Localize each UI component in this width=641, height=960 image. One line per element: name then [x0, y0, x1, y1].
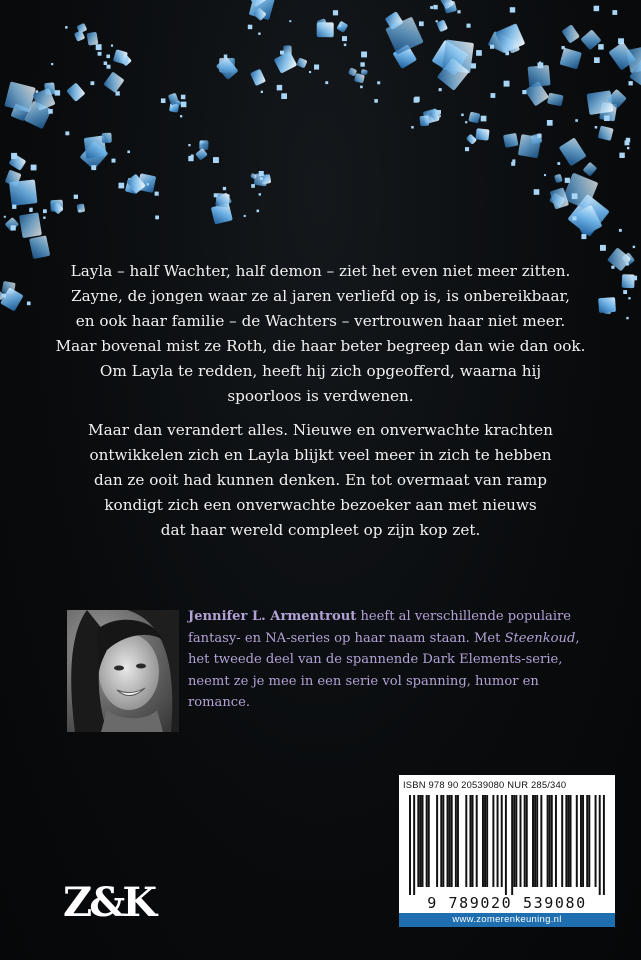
- ice-fleck: [612, 10, 617, 15]
- ice-fleck: [465, 147, 469, 151]
- barcode-bar: [426, 795, 428, 887]
- ice-fleck: [104, 62, 108, 66]
- ice-crystal: [29, 235, 50, 259]
- ice-fleck: [309, 71, 311, 73]
- ice-fleck: [261, 91, 263, 93]
- isbn-text: ISBN 978 90 20539080 NUR 285/340: [403, 779, 567, 790]
- ice-fleck: [504, 81, 510, 87]
- ice-fleck: [147, 183, 149, 185]
- ice-fleck: [213, 157, 219, 163]
- ice-fleck: [623, 290, 627, 294]
- barcode-bar: [599, 795, 601, 895]
- barcode-bar: [472, 795, 474, 887]
- ice-fleck: [611, 266, 614, 269]
- barcode-bar: [422, 795, 424, 887]
- ice-fleck: [180, 115, 182, 117]
- ice-fleck: [522, 90, 526, 94]
- ice-fleck: [74, 195, 78, 199]
- ice-crystal: [586, 90, 613, 115]
- barcode-bar: [486, 795, 488, 887]
- ice-fleck: [277, 85, 283, 91]
- ice-fleck: [600, 245, 606, 251]
- ice-fleck: [181, 102, 187, 108]
- ice-fleck: [260, 177, 263, 180]
- ice-crystal: [554, 174, 563, 184]
- book-title: Steenkoud: [504, 630, 576, 646]
- blurb-line: dan ze ooit had kunnen denken. En tot overmaat van ramp: [94, 471, 547, 489]
- bio-text: heeft al verschillende populaire: [356, 609, 572, 624]
- ice-fleck: [96, 44, 102, 50]
- barcode-bar: [419, 795, 421, 887]
- ice-fleck: [127, 151, 130, 154]
- ice-crystal: [503, 133, 518, 148]
- barcode-bar: [520, 795, 522, 887]
- ice-fleck: [79, 210, 81, 212]
- bio-line: romance.: [188, 695, 251, 710]
- barcode-bar: [469, 795, 471, 887]
- ice-fleck: [214, 193, 218, 197]
- ice-fleck: [534, 189, 540, 195]
- blurb-line: Maar dan verandert alles. Nieuwe en onverwachte krachten: [88, 421, 553, 439]
- ice-fleck: [619, 153, 624, 158]
- ice-fleck: [437, 110, 441, 114]
- ice-crystal: [436, 19, 448, 32]
- bio-line: [188, 606, 608, 628]
- barcode-bar: [536, 795, 538, 887]
- ice-fleck: [361, 52, 367, 58]
- ice-fleck: [111, 45, 113, 47]
- barcode-bar: [428, 795, 430, 887]
- bio-text: ,: [575, 630, 580, 646]
- ice-fleck: [65, 26, 68, 29]
- barcode-bar: [440, 795, 442, 887]
- ice-fleck: [344, 44, 347, 47]
- ice-crystal: [87, 32, 99, 46]
- barcode-bar: [511, 795, 513, 895]
- ice-crystal: [468, 112, 480, 124]
- ice-fleck: [155, 192, 159, 196]
- barcode-bar: [513, 795, 515, 887]
- ice-fleck: [223, 187, 226, 190]
- ice-fleck: [628, 297, 630, 299]
- blurb-line: dat haar wereld compleet op zijn kop zet.: [160, 521, 481, 539]
- ice-fleck: [626, 263, 629, 266]
- barcode-bar: [417, 795, 419, 887]
- ice-fleck: [51, 63, 53, 65]
- ice-fleck: [280, 51, 284, 55]
- ice-fleck: [155, 216, 159, 220]
- barcode-bar: [492, 795, 494, 887]
- ice-fleck: [511, 162, 515, 166]
- barcode-bar: [561, 795, 563, 887]
- ice-fleck: [594, 6, 600, 12]
- ice-fleck: [251, 184, 255, 188]
- barcode-bar: [565, 795, 567, 887]
- ice-fleck: [625, 140, 630, 145]
- barcode-bar: [547, 795, 549, 887]
- barcode-bar: [588, 795, 590, 887]
- barcode-bar: [582, 795, 584, 887]
- ice-fleck: [333, 10, 338, 15]
- publisher-logo: Z&K: [63, 879, 155, 926]
- ice-crystal: [66, 82, 85, 101]
- ice-fleck: [244, 215, 246, 217]
- barcode-bar: [451, 795, 453, 887]
- ice-fleck: [374, 99, 378, 103]
- author-photo: [67, 610, 179, 732]
- ice-crystal: [559, 48, 581, 70]
- ice-fleck: [436, 20, 438, 22]
- bio-line: [188, 628, 608, 650]
- barcode-bar: [586, 795, 588, 887]
- ice-fleck: [604, 116, 610, 122]
- blurb-line: ontwikkelen zich en Layla blijkt veel meer in zich te hebben: [89, 446, 552, 464]
- ice-crystal: [250, 69, 266, 86]
- ice-fleck: [43, 209, 47, 213]
- ice-fleck: [461, 114, 464, 117]
- ice-crystal: [583, 162, 598, 177]
- ice-fleck: [627, 147, 629, 149]
- blurb-line: en ook haar familie – de Wachters – vertrouwen haar niet meer.: [75, 312, 566, 330]
- ice-fleck: [339, 25, 341, 27]
- ice-fleck: [360, 62, 364, 66]
- ice-fleck: [188, 144, 190, 146]
- ice-fleck: [259, 193, 261, 195]
- barcode-bar: [603, 795, 605, 895]
- ice-crystal: [420, 115, 430, 126]
- ice-fleck: [27, 302, 31, 306]
- ice-fleck: [491, 93, 496, 98]
- ice-crystal: [274, 51, 298, 74]
- ice-crystal: [361, 69, 368, 75]
- ice-fleck: [248, 25, 253, 30]
- ice-crystal: [9, 179, 37, 206]
- barcode-bar: [455, 795, 457, 887]
- ice-fleck: [430, 6, 433, 9]
- ice-fleck: [537, 134, 541, 138]
- barcode-bar: [505, 795, 507, 895]
- ice-fleck: [465, 121, 467, 123]
- ice-fleck: [598, 44, 604, 50]
- barcode-bar: [524, 795, 526, 887]
- ice-fleck: [377, 81, 380, 84]
- author-bio: [188, 606, 608, 714]
- blurb-line: Om Layla te redden, heeft hij zich opgeofferd, waarna hij: [99, 362, 542, 380]
- ice-fleck: [43, 217, 45, 219]
- barcode-bar: [436, 795, 438, 887]
- ice-crystal: [74, 30, 85, 42]
- ice-crystal: [466, 134, 477, 145]
- barcode-bar: [549, 795, 551, 887]
- ice-fleck: [224, 55, 228, 59]
- ice-fleck: [626, 317, 628, 319]
- ice-fleck: [325, 81, 328, 84]
- barcode-bar: [457, 795, 459, 887]
- ice-crystal: [561, 24, 580, 43]
- ice-fleck: [490, 45, 494, 49]
- barcode-bar: [567, 795, 569, 887]
- ice-fleck: [419, 21, 424, 26]
- ice-fleck: [572, 216, 576, 220]
- ice-fleck: [633, 276, 638, 281]
- ice-crystal: [475, 128, 489, 141]
- blurb-line: Layla – half Wachter, half demon – ziet het even niet meer zitten.: [70, 262, 571, 280]
- ice-fleck: [505, 52, 509, 56]
- ice-crystal: [317, 22, 334, 37]
- ice-fleck: [29, 209, 32, 212]
- blurb-line: Maar bovenal mist ze Roth, die haar beter begreep dan wie dan ook.: [55, 337, 586, 355]
- barcode-bar: [447, 795, 449, 887]
- ice-fleck: [106, 55, 110, 59]
- barcode-digits: 9 789020 539080: [427, 894, 587, 912]
- ice-fleck: [281, 93, 287, 99]
- ice-fleck: [107, 65, 111, 69]
- ice-fleck: [119, 183, 125, 189]
- ice-fleck: [510, 7, 515, 12]
- ice-fleck: [457, 10, 460, 13]
- ice-crystal: [103, 71, 124, 93]
- barcode-bar: [532, 795, 534, 887]
- ice-fleck: [433, 5, 437, 9]
- barcode-bar: [570, 795, 572, 887]
- bio-text: fantasy- en NA-series op haar naam staan. Met: [188, 630, 505, 646]
- barcode-bar: [515, 795, 517, 887]
- barcode-bar: [476, 795, 478, 887]
- ice-fleck: [619, 229, 622, 232]
- ice-fleck: [257, 210, 260, 213]
- barcode-box: [399, 775, 615, 927]
- barcode-bar: [442, 795, 444, 887]
- ice-fleck: [112, 159, 116, 163]
- ice-crystal: [607, 247, 631, 271]
- ice-fleck: [581, 234, 586, 239]
- ice-fleck: [415, 97, 420, 102]
- ice-fleck: [11, 225, 16, 230]
- ice-fleck: [258, 33, 260, 35]
- ice-fleck: [594, 57, 600, 63]
- ice-crystal: [598, 125, 614, 141]
- barcode-bar: [501, 795, 503, 887]
- ice-fleck: [342, 36, 347, 41]
- barcode-bar: [465, 795, 467, 887]
- ice-fleck: [188, 156, 193, 161]
- ice-fleck: [65, 131, 69, 135]
- blurb-line: Zayne, de jongen waar ze al jaren verliefd op is, is onbereikbaar,: [71, 287, 570, 305]
- barcode-bar: [413, 795, 415, 895]
- barcode-bar: [576, 795, 578, 887]
- ice-fleck: [547, 120, 553, 126]
- ice-fleck: [539, 62, 541, 64]
- ice-fleck: [259, 171, 264, 176]
- barcode-bar: [484, 795, 486, 887]
- ice-fleck: [314, 65, 319, 70]
- ice-fleck: [544, 174, 546, 176]
- barcode-bar: [534, 795, 536, 887]
- ice-fleck: [629, 81, 633, 85]
- ice-fleck: [48, 109, 53, 114]
- ice-fleck: [55, 90, 60, 95]
- barcode-bar: [555, 795, 557, 887]
- bio-line: het tweede deel van de spannende Dark Elements-serie,: [188, 652, 563, 667]
- barcode-icon: [409, 795, 605, 895]
- ice-fleck: [595, 126, 598, 129]
- ice-fleck: [11, 153, 17, 159]
- ice-fleck: [91, 81, 95, 85]
- ice-fleck: [31, 165, 37, 171]
- bio-line: neemt ze je mee in een serie vol spanning, humor en: [188, 673, 539, 689]
- ice-fleck: [181, 95, 186, 100]
- ice-crystal: [547, 93, 564, 107]
- ice-fleck: [476, 50, 482, 56]
- barcode-bar: [580, 795, 582, 887]
- ice-fleck: [439, 88, 442, 91]
- ice-crystal: [559, 137, 587, 166]
- ice-crystal: [336, 21, 348, 33]
- ice-fleck: [360, 86, 363, 89]
- ice-fleck: [467, 24, 471, 28]
- ice-crystal: [296, 57, 307, 68]
- barcode-bar: [540, 795, 542, 887]
- ice-fleck: [411, 126, 414, 129]
- ice-fleck: [12, 205, 16, 209]
- blurb-paragraph-1: [40, 259, 601, 409]
- barcode-bar: [595, 795, 597, 887]
- ice-fleck: [565, 178, 570, 183]
- barcode-bar: [449, 795, 451, 887]
- barcode-bar: [409, 795, 411, 895]
- ice-crystal: [19, 212, 42, 238]
- ice-fleck: [91, 165, 96, 170]
- barcode-bar: [497, 795, 499, 887]
- ice-fleck: [575, 119, 578, 122]
- barcode-bar: [526, 795, 528, 887]
- ice-fleck: [2, 293, 6, 297]
- ice-fleck: [4, 216, 6, 218]
- author-name: Jennifer L. Armentrout: [188, 609, 357, 624]
- ice-fleck: [481, 116, 487, 122]
- ice-fleck: [116, 91, 120, 95]
- ice-fleck: [572, 193, 578, 199]
- barcode-bar: [551, 795, 553, 887]
- ice-fleck: [161, 98, 166, 103]
- ice-fleck: [633, 246, 635, 248]
- ice-crystal: [354, 73, 365, 83]
- blurb-line: spoorloos is verdwenen.: [227, 387, 414, 405]
- publisher-website: www.zomerenkeuning.nl: [399, 913, 615, 927]
- ice-crystal: [102, 133, 112, 143]
- barcode-bar: [482, 795, 484, 887]
- ice-fleck: [471, 63, 476, 68]
- ice-fleck: [557, 162, 560, 165]
- blurb-line: kondigt zich een onverwachte bezoeker aan met nieuws: [104, 496, 537, 514]
- blurb-paragraph-2: [40, 418, 601, 543]
- ice-fleck: [289, 20, 291, 22]
- ice-fleck: [98, 52, 102, 56]
